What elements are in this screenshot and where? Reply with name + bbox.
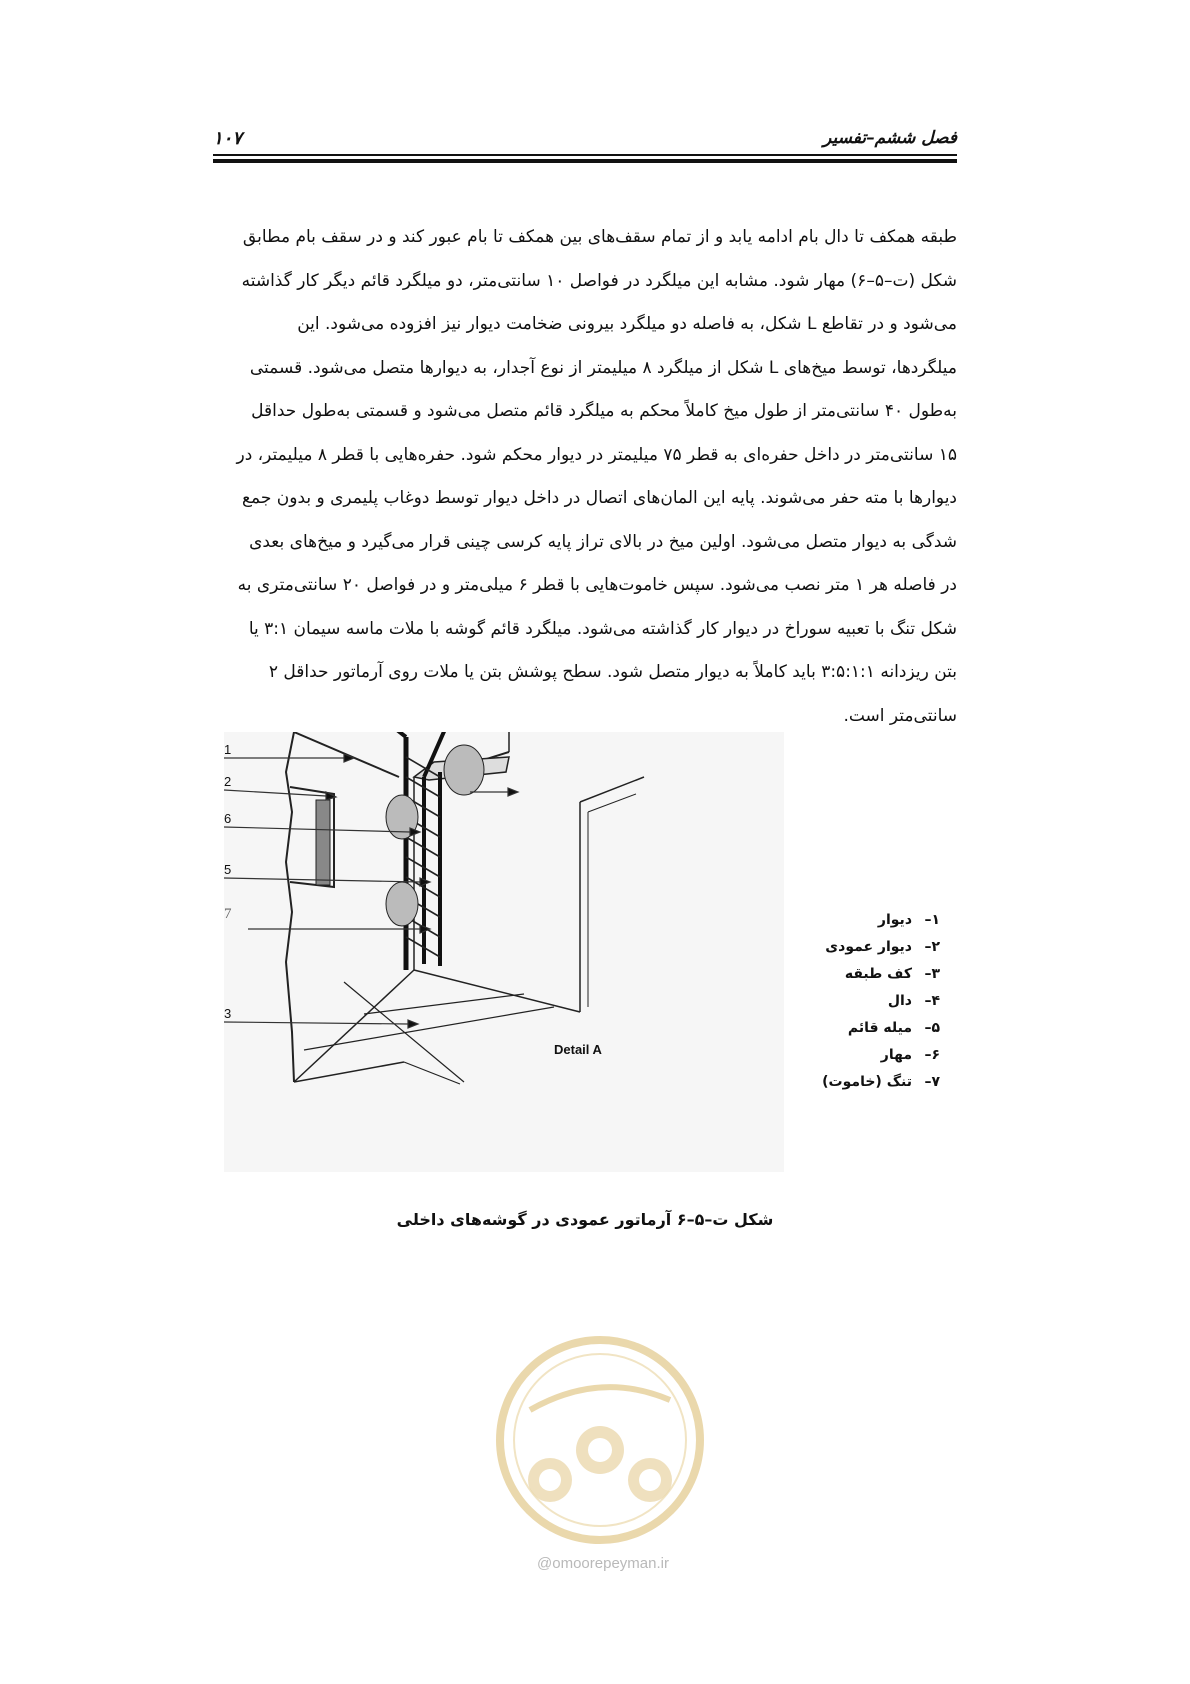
detail-label: Detail A <box>554 1042 602 1057</box>
legend-item: ۳–کف طبقه <box>844 966 940 982</box>
legend-item: ۴–دال <box>887 993 940 1009</box>
callout-6: 6 <box>224 811 232 826</box>
callout-1: 1 <box>224 742 232 757</box>
grout-blob-3 <box>386 882 418 926</box>
window-sill <box>316 800 330 885</box>
legend-item: ۵–میله قائم <box>847 1020 940 1036</box>
watermark-logo <box>490 1330 710 1550</box>
body-line: بتن ریزدانه ۳:۵:۱:۱ باید کاملاً به دیوار متصل شود. سطح پوشش بتن یا ملات روی آرماتور حداقل ۲ <box>268 662 957 682</box>
body-line: شکل (ت–۵–۶) مهار شود. مشابه این میلگرد در فواصل ۱۰ سانتی‌متر، دو میلگرد قائم دیگر کار گذاشته <box>241 270 957 291</box>
body-line: می‌شود و در تقاطع L شکل، به فاصله دو میلگرد بیرونی ضخامت دیوار نیز افزوده می‌شود. این <box>297 314 957 334</box>
body-line: شدگی به دیوار متصل می‌شود. اولین میخ در بالای تراز پایه کرسی چینی قرار می‌گیرد و میخ‌های بعدی <box>249 531 957 552</box>
figure-drawing <box>224 732 784 1172</box>
page-number: ۱۰۷ <box>213 128 243 149</box>
body-line: میلگردها، توسط میخ‌های L شکل از میلگرد ۸ میلیمتر از نوع آجدار، به دیوارها متصل می‌شود. قسمتی <box>249 357 957 378</box>
body-line: دیوارها با مته حفر می‌شوند. پایه این المان‌های اتصال در داخل دیوار توسط دوغاب پلیمری و بدون جمع <box>241 488 957 508</box>
reinforcement-figure <box>224 732 784 1172</box>
body-line: در فاصله هر ۱ متر نصب می‌شود. سپس خاموت‌هایی با قطر ۶ میلی‌متر و در فواصل ۲۰ سانتی‌متری به <box>237 575 957 595</box>
callout-7: 7 <box>224 906 232 922</box>
legend-item: ۱–دیوار <box>877 912 940 928</box>
figure-caption: شکل ت–۵–۶ آرماتور عمودی در گوشه‌های داخلی <box>396 1210 774 1229</box>
body-line: شکل تنگ با تعبیه سوراخ در دیوار کار گذاشته می‌شود. میلگرد قائم گوشه با ملات ماسه سیمان ۳:۱ یا <box>248 618 957 639</box>
chapter-title: فصل ششم–تفسیر <box>823 128 957 148</box>
legend-item: ۶–مهار <box>880 1047 940 1063</box>
watermark-url: @omoorepeyman.ir <box>537 1555 669 1572</box>
legend-item: ۲–دیوار عمودی <box>825 939 940 955</box>
callout-5: 5 <box>224 862 232 877</box>
callout-2: 2 <box>224 774 232 789</box>
callout-3: 3 <box>224 1006 232 1021</box>
body-line: ۱۵ سانتی‌متر در داخل حفره‌ای به قطر ۷۵ میلیمتر در دیوار محکم شود. حفره‌هایی با قطر ۸ میلیمتر، در <box>236 444 957 465</box>
body-line: به‌طول ۴۰ سانتی‌متر از طول میخ کاملاً محکم به میلگرد قائم متصل می‌شود و قسمتی به‌طول حداقل <box>251 401 957 421</box>
body-paragraph <box>213 216 957 738</box>
body-line: سانتی‌متر است. <box>843 705 957 726</box>
legend-item: ۷–تنگ (خاموت) <box>822 1074 940 1090</box>
figure-legend <box>790 907 940 1096</box>
grout-blob-1 <box>444 745 484 795</box>
body-line: طبقه همکف تا دال بام ادامه یابد و از تمام سقف‌های بین همکف تا بام عبور کند و در سقف بام مطابق <box>242 227 957 247</box>
header-rule-thin <box>213 154 957 156</box>
header-rule-thick <box>213 159 957 163</box>
